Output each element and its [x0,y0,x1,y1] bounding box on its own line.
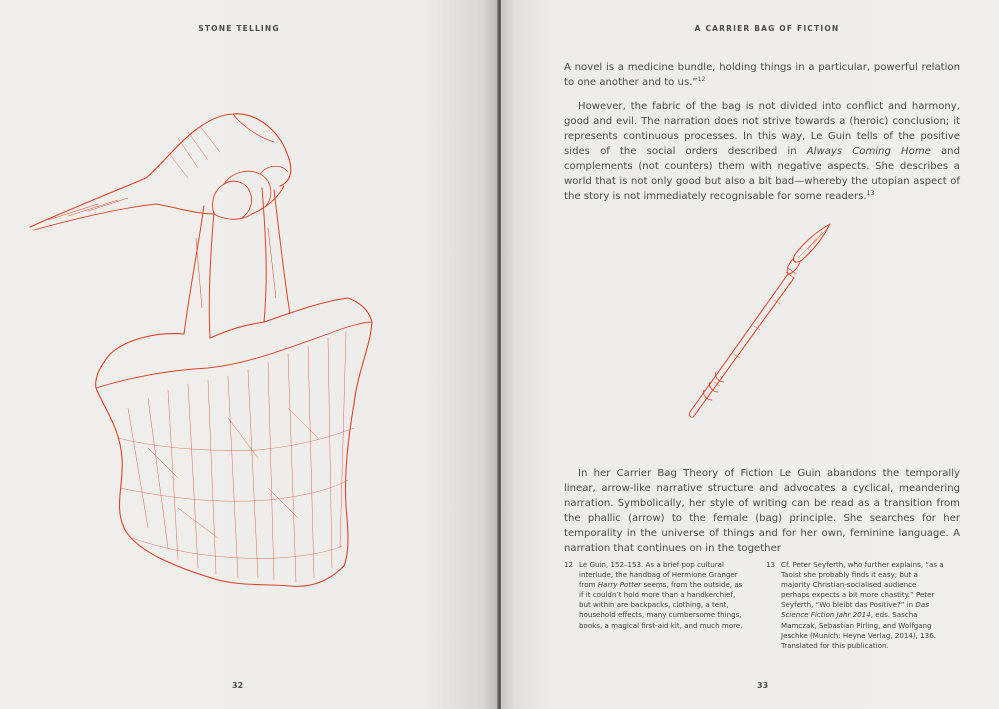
footnote-part1: Le Guin, 152–153. As a brief pop cultural interlude, the handbag of Hermione Granger from [579,560,738,590]
footnote-part1: Cf. Peter Seyferth, who further explains, “as a Taoist she probably finds it easy; but a majority Christian-socialised audience perhaps expects a bit more chastity.” Peter Seyferth, “Wo bleibt das Positive?” in [781,560,944,610]
paragraph-1-text: A novel is a medicine bundle, holding things in a particular, powerful relation to one another and to us.” [564,62,960,88]
paragraph-2 [564,99,960,204]
footnote-part2: seems, from the outside, as if it couldn’t hold more than a handkerchief, but within are backpacks, clothing, a tent, household effects, many cumbersome things, books, a magical first-aid kit, and much more. [579,580,743,630]
paragraph-3-text: In her Carrier Bag Theory of Fiction Le Guin abandons the temporally linear, arrow-like narrative structure and advocates a cyclical, meandering narration. Symbolically, her style of writing can be read as a transition from the phallic (arrow) to the female (bag) principle. She searches for her temporality in the universe of things and for her own, feminine language. A narration that continues on in the together [564,468,960,554]
page-number-left: 32 [232,681,244,690]
footnote-ref-13: 13 [866,190,875,197]
paragraph-2-part2: and complements (not counters) them with negative aspects. She describes a world that is not only good but also a bit bad—whereby the utopian aspect of the story is not immediately recognisable for some readers. [564,146,960,202]
footnote-italic: Harry Potter [597,580,642,590]
footnote-text [781,560,946,651]
paragraph-2-part1: However, the fabric of the bag is not divided into conflict and harmony, good and evil. The narration does not strive towards a (heroic) conclusion; it represents continuous processes. In this way, Le Guin tells of the positive sides of the social orders described in [564,101,960,157]
footnote-number: 13 [766,560,776,569]
paragraph-2-title-italic: Always Coming Home [806,146,931,157]
footnote-italic: Das Science Fiction Jahr 2014 [781,600,929,620]
paragraph-3 [564,466,960,556]
left-page [0,0,498,709]
running-head-left: STONE TELLING [198,24,280,33]
footnote-text [579,560,744,631]
page-number-right: 33 [757,681,769,690]
spear-drawing [684,222,834,420]
footnote-part2: , eds. Sascha Mamczak, Sebastian Pirling, and Wolfgang Jeschke (Munich: Heyne Verlag, 2014), 136. Translated for this publication. [781,610,936,650]
paragraph-1 [564,60,960,90]
hand-holding-bag-drawing [28,108,388,590]
running-head-right: A CARRIER BAG OF FICTION [694,24,840,33]
footnote-number: 12 [564,560,574,569]
footnote-ref-12: 12 [697,76,706,83]
